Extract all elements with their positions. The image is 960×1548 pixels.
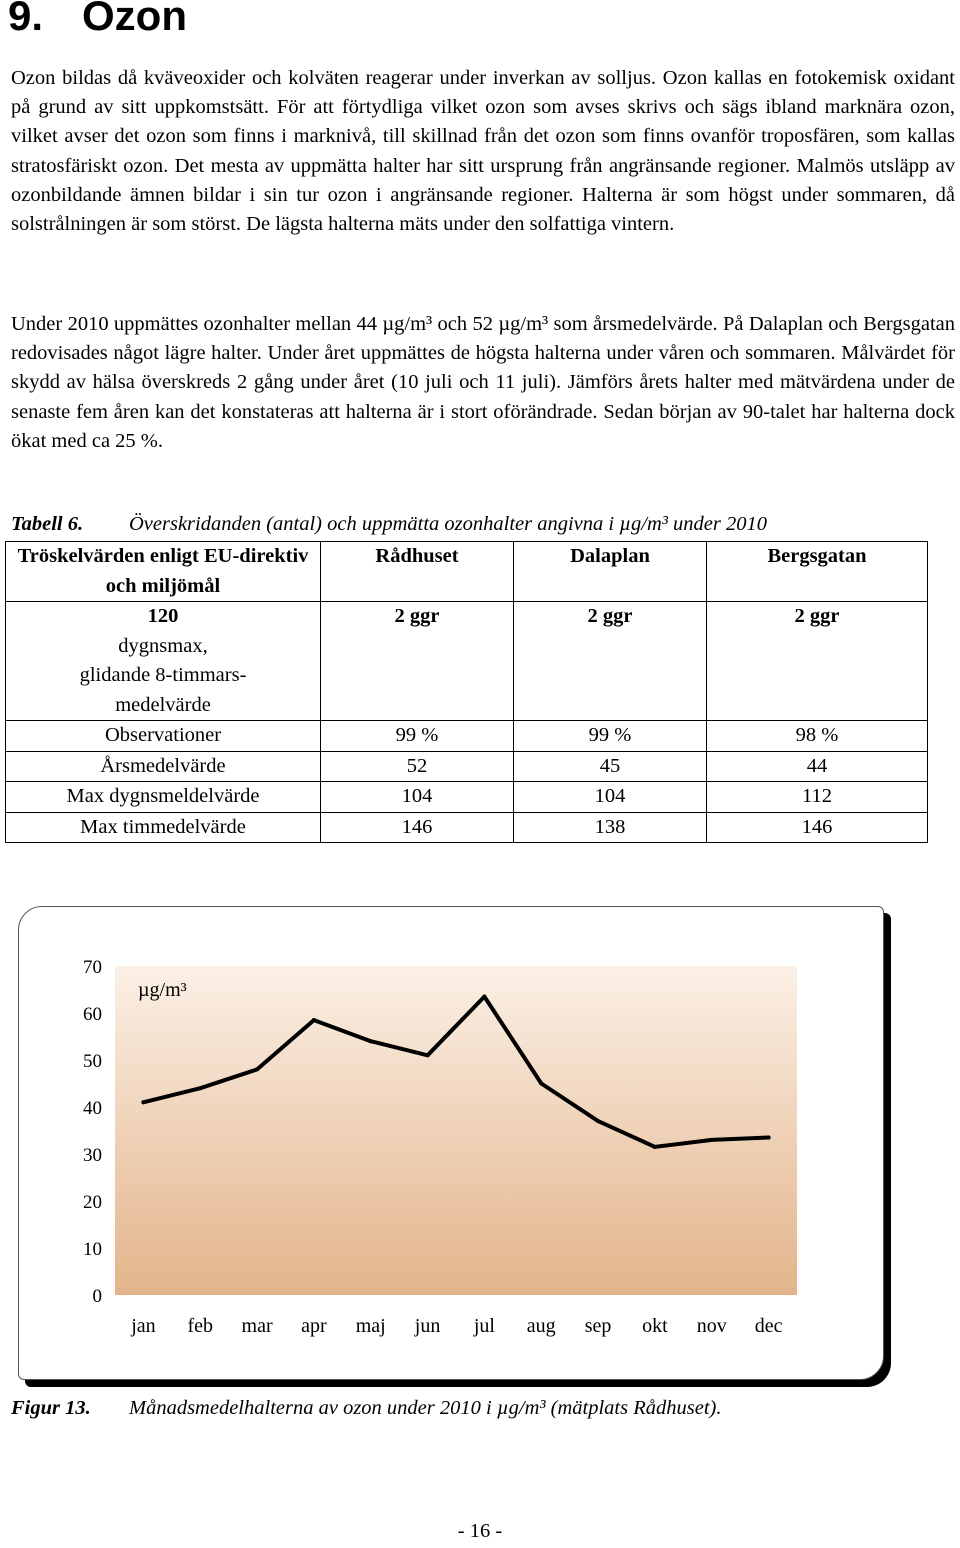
section-number: 9. <box>8 0 44 39</box>
paragraph-intro: Ozon bildas då kväveoxider och kolväten reagerar under inverkan av solljus. Ozon kallas en fotokemisk oxidant på grund av sitt uppkomstsätt. För att förtydliga vilket ozon som avses skrivs och sägs ibland marknära ozon, vilket avser det ozon som finns i marknivå, till skillnad från det ozon som finns ovanför troposfären, som kallas stratosfäriskt ozon. Det mesta av uppmätta halter har sitt ursprung från angränsande regioner. Malmös utsläpp av ozonbildande ämnen bildar i sin tur ozon i angränsande regioner. Halterna är som högst under sommaren, då solstrålningen är som störst. De lägsta halterna mäts under den solfattiga vintern. <box>11 67 955 236</box>
y-tick-label: 70 <box>83 957 102 978</box>
data-point <box>198 1086 202 1090</box>
section-heading <box>8 0 187 44</box>
table-cell: Max dygnsmeldelvärde <box>6 782 321 813</box>
unit-label: µg/m³ <box>138 979 187 1001</box>
table-cell: 45 <box>514 751 707 782</box>
table-cell: 44 <box>707 751 928 782</box>
y-tick-label: 20 <box>83 1192 102 1213</box>
table-cell: Årsmedelvärde <box>6 751 321 782</box>
table-cell: Observationer <box>6 721 321 752</box>
table-cell: 112 <box>707 782 928 813</box>
table-cell: 104 <box>514 782 707 813</box>
limit-desc-line: glidande 8-timmars- <box>79 664 247 686</box>
table-cell: Max timmedelvärde <box>6 812 321 843</box>
figure-caption-text: Månadsmedelhalterna av ozon under 2010 i µg/m³ (mätplats Rådhuset). <box>129 1397 722 1419</box>
table-row <box>6 812 928 843</box>
table-caption <box>11 513 767 536</box>
y-tick-label: 10 <box>83 1239 102 1260</box>
limit-value: 120 <box>147 605 179 627</box>
table-row <box>6 721 928 752</box>
data-point <box>141 1100 145 1104</box>
data-point <box>710 1138 714 1142</box>
y-tick-label: 0 <box>92 1286 102 1307</box>
data-point <box>596 1119 600 1123</box>
header-cell: Dalaplan <box>514 542 707 602</box>
y-tick-label: 60 <box>83 1004 102 1025</box>
x-tick-label: sep <box>584 1315 612 1337</box>
data-point <box>312 1018 316 1022</box>
table-cell: 138 <box>514 812 707 843</box>
table-cell: 146 <box>321 812 514 843</box>
ozone-table <box>5 541 928 843</box>
data-point <box>426 1053 430 1057</box>
data-point <box>369 1039 373 1043</box>
table-cell: 2 ggr <box>707 602 928 721</box>
x-tick-label: mar <box>241 1315 273 1337</box>
table-cell: 99 % <box>321 721 514 752</box>
table-caption-label: Tabell 6. <box>11 513 84 535</box>
y-tick-label: 40 <box>83 1098 102 1119</box>
plot-area <box>115 966 797 1295</box>
table-limit-row <box>6 602 928 721</box>
table-cell: 52 <box>321 751 514 782</box>
data-point <box>539 1082 543 1086</box>
header-cell: Tröskelvärden enligt EU-direktiv och miljömål <box>6 542 321 602</box>
x-tick-label: dec <box>754 1315 783 1337</box>
ozone-line-chart <box>19 907 883 1379</box>
x-tick-label: jul <box>473 1315 495 1337</box>
data-point <box>653 1145 657 1149</box>
x-tick-label: maj <box>355 1315 386 1337</box>
x-tick-label: nov <box>696 1315 727 1337</box>
y-tick-label: 50 <box>83 1051 102 1072</box>
table-cell: 104 <box>321 782 514 813</box>
table-caption-text: Överskridanden (antal) och uppmätta ozonhalter angivna i µg/m³ under 2010 <box>129 513 768 535</box>
x-tick-label: apr <box>301 1315 327 1337</box>
limit-description <box>6 602 321 721</box>
chart-frame <box>18 906 884 1380</box>
table-cell: 146 <box>707 812 928 843</box>
limit-desc-line: medelvärde <box>115 693 211 716</box>
x-tick-label: feb <box>187 1315 214 1337</box>
header-cell: Rådhuset <box>321 542 514 602</box>
table-cell: 98 % <box>707 721 928 752</box>
data-point <box>767 1136 771 1140</box>
limit-desc-line: dygnsmax, <box>118 634 208 657</box>
figure-caption <box>11 1397 721 1420</box>
table-cell: 2 ggr <box>514 602 707 721</box>
y-tick-label: 30 <box>83 1145 102 1166</box>
x-tick-label: aug <box>526 1315 556 1337</box>
table-header-row <box>6 542 928 602</box>
data-point <box>482 995 486 999</box>
section-title: Ozon <box>82 0 187 39</box>
table-cell: 99 % <box>514 721 707 752</box>
table-row <box>6 782 928 813</box>
x-tick-label: jun <box>414 1315 441 1337</box>
header-cell: Bergsgatan <box>707 542 928 602</box>
x-tick-label: jan <box>131 1315 156 1337</box>
x-tick-label: okt <box>642 1315 668 1337</box>
table-cell: 2 ggr <box>321 602 514 721</box>
table-row <box>6 751 928 782</box>
paragraph-results: Under 2010 uppmättes ozonhalter mellan 44 µg/m³ och 52 µg/m³ som årsmedelvärde. På Dalaplan och Bergsgatan redovisades något lägre halter. Under året uppmättes de högsta halterna under våren och sommaren. Målvärdet för skydd av hälsa överskreds 2 gång under året (10 juli och 11 juli). Jämförs årets halter med mätvärdena under de senaste fem åren kan det konstateras att halterna är i stort oförändrade. Sedan början av 90-talet har halterna dock ökat med ca 25 %. <box>11 313 955 452</box>
page-number: - 16 - <box>457 1520 503 1542</box>
figure-caption-label: Figur 13. <box>11 1397 91 1419</box>
data-point <box>255 1067 259 1071</box>
